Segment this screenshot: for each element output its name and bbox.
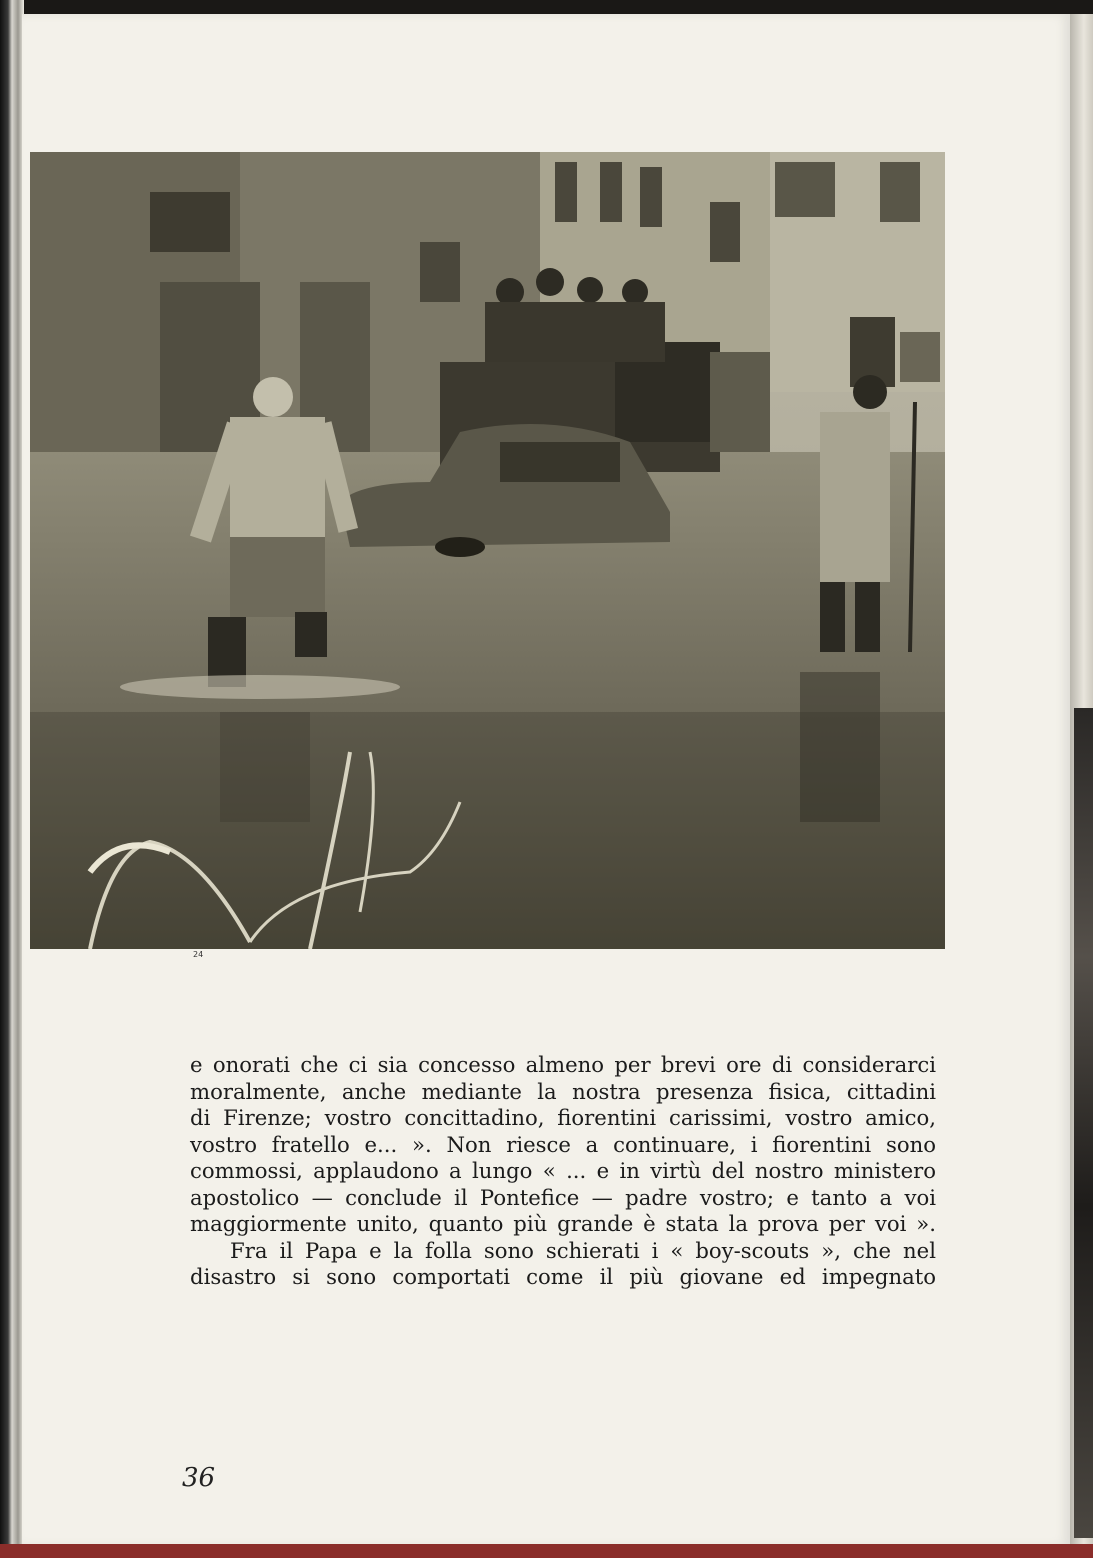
text-line: moralmente, anche mediante la nostra presenza fisica, cittadini xyxy=(190,1078,936,1104)
text-line: maggiormente unito, quanto più grande è stata la prova per voi ». xyxy=(190,1211,936,1236)
text-line: commossi, applaudono a lungo « ... e in virtù del nostro ministero xyxy=(190,1158,936,1183)
photo-caption-number: 24 xyxy=(193,950,204,959)
flood-photograph-illustration xyxy=(30,152,945,949)
adjacent-page-photo-edge xyxy=(1074,708,1093,1538)
body-text xyxy=(190,1052,936,1291)
text-line: e onorati che ci sia concesso almeno per brevi ore di considerarci xyxy=(190,1052,936,1077)
page-number: 36 xyxy=(182,1463,216,1493)
text-line: disastro si sono comportati come il più giovane ed impegnato xyxy=(190,1264,936,1289)
bottom-scan-border xyxy=(0,1544,1093,1558)
text-line: vostro fratello e... ». Non riesce a continuare, i fiorentini sono xyxy=(190,1131,936,1157)
text-line: di Firenze; vostro concittadino, fiorentini carissimi, vostro amico, xyxy=(190,1105,936,1130)
text-line: apostolico — conclude il Pontefice — padre vostro; e tanto a voi xyxy=(190,1184,936,1210)
book-binding-edge xyxy=(0,0,24,1558)
text-line: Fra il Papa e la folla sono schierati i « boy-scouts », che nel xyxy=(230,1237,936,1263)
flood-photograph xyxy=(30,152,945,949)
